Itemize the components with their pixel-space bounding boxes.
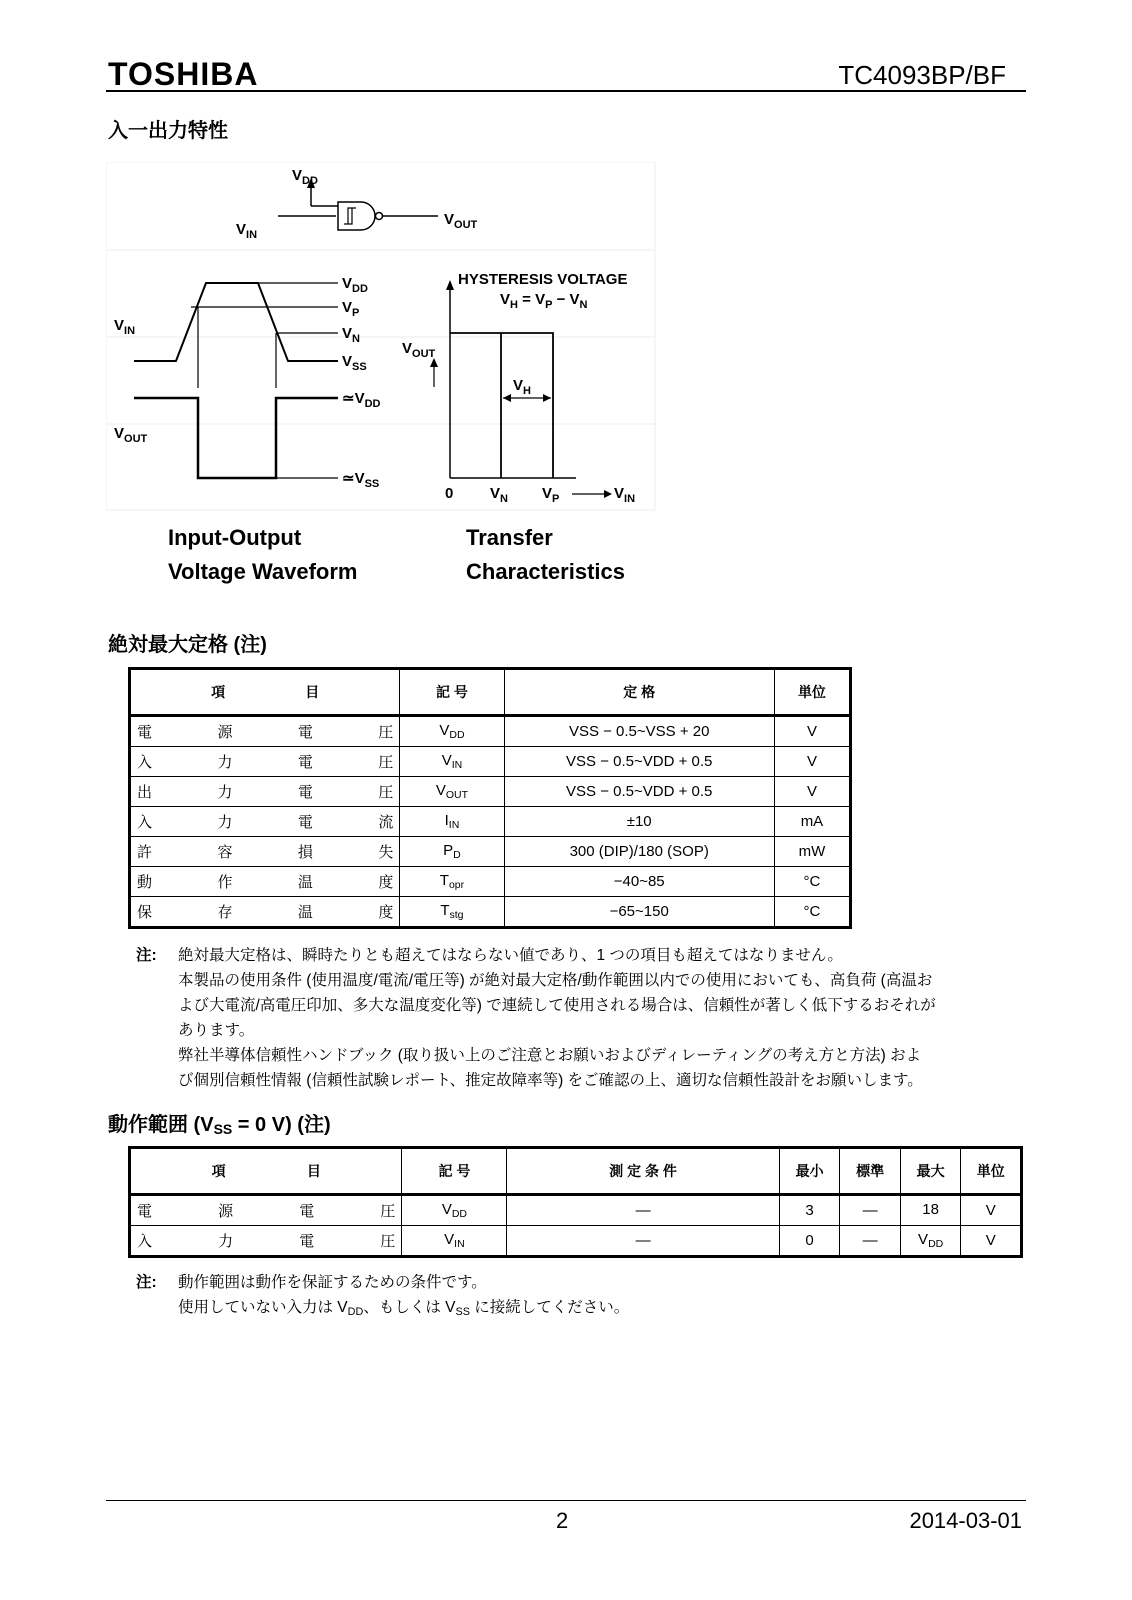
note-label: 注: xyxy=(136,1274,157,1291)
note-line: 弊社半導体信頼性ハンドブック (取り扱い上のご注意とお願いおよびディレーティングの考え方と方法) およ xyxy=(178,1047,922,1064)
symbol-cell: $P_D$ xyxy=(400,837,504,867)
unit-cell: mW xyxy=(774,837,850,867)
condition-cell: — xyxy=(507,1226,779,1257)
vh-label: $V_H$ xyxy=(513,377,531,397)
symbol-cell: $I_{IN}$ xyxy=(400,807,504,837)
abs-max-note xyxy=(136,943,1036,1093)
caption-right-1: Transfer xyxy=(466,525,553,550)
col-symbol: 記 号 xyxy=(402,1148,507,1195)
hysteresis-title: HYSTERESIS VOLTAGE xyxy=(458,271,628,288)
abs-max-title: 絶対最大定格 (注) xyxy=(108,634,267,656)
col-item: 項 目 xyxy=(130,669,400,716)
transfer-origin: 0 xyxy=(445,485,454,502)
item-cell: 入 力 電 圧 xyxy=(130,747,400,777)
unit-cell: mA xyxy=(774,807,850,837)
typ-cell: — xyxy=(840,1226,901,1257)
transfer-vp: $V_P$ xyxy=(542,485,560,505)
unit-cell: V xyxy=(774,716,850,747)
rating-cell: −65~150 xyxy=(504,897,774,928)
col-unit: 単位 xyxy=(961,1148,1022,1195)
table-row xyxy=(130,777,851,807)
note-line: よび大電流/高電圧印加、多大な温度変化等) で連続して使用される場合は、信頼性が著しく低下するおそれが xyxy=(178,997,936,1014)
symbol-cell: $T_{opr}$ xyxy=(400,867,504,897)
table-row xyxy=(130,867,851,897)
note-line: あります。 xyxy=(178,1022,255,1039)
col-unit: 単位 xyxy=(774,669,850,716)
caption-left-1: Input-Output xyxy=(168,525,302,550)
col-rating: 定 格 xyxy=(504,669,774,716)
min-cell: 0 xyxy=(779,1226,840,1257)
op-range-title: 動作範囲 ($V_{SS} = 0$ V) (注) xyxy=(108,1114,331,1137)
level-vp: $V_P$ xyxy=(342,299,360,319)
col-condition: 測 定 条 件 xyxy=(507,1148,779,1195)
table-row xyxy=(130,837,851,867)
col-symbol: 記 号 xyxy=(400,669,504,716)
note-line: 使用していない入力は $V_{DD}$、もしくは $V_{SS}$ に接続してください。 xyxy=(178,1299,630,1318)
note-line: 本製品の使用条件 (使用温度/電流/電圧等) が絶対最大定格/動作範囲以内での使用においても、高負荷 (高温お xyxy=(178,972,933,989)
page-number: 2 xyxy=(556,1508,569,1533)
caption-right-2: Characteristics xyxy=(466,559,625,584)
op-range-note xyxy=(136,1270,1036,1330)
unit-cell: °C xyxy=(774,897,850,928)
hysteresis-formula: $V_H = V_P - V_N$ xyxy=(500,291,588,311)
transfer-vin: $V_{IN}$ xyxy=(614,485,636,505)
col-typ: 標準 xyxy=(840,1148,901,1195)
diagram-frame xyxy=(106,162,655,510)
symbol-cell: $V_{OUT}$ xyxy=(400,777,504,807)
typ-cell: — xyxy=(840,1195,901,1226)
condition-cell: — xyxy=(507,1195,779,1226)
item-cell: 電 源 電 圧 xyxy=(130,716,400,747)
item-cell: 動 作 温 度 xyxy=(130,867,400,897)
table-row xyxy=(130,716,851,747)
table-row xyxy=(130,807,851,837)
wave-vout-label: $V_{OUT}$ xyxy=(114,425,148,445)
item-cell: 保 存 温 度 xyxy=(130,897,400,928)
rating-cell: VSS − 0.5~VDD + 0.5 xyxy=(504,747,774,777)
unit-cell: °C xyxy=(774,867,850,897)
rating-cell: 300 (DIP)/180 (SOP) xyxy=(504,837,774,867)
op-range-header-row xyxy=(130,1148,1022,1195)
out-level-vdd: $≃V_{DD}$ xyxy=(342,390,381,410)
brand-logo: TOSHIBA xyxy=(108,56,259,92)
level-vdd: $V_{DD}$ xyxy=(342,275,368,295)
symbol-cell: $V_{IN}$ xyxy=(402,1226,507,1257)
level-vss: $V_{SS}$ xyxy=(342,353,367,373)
transfer-vn: $V_N$ xyxy=(490,485,508,505)
item-cell: 出 力 電 圧 xyxy=(130,777,400,807)
min-cell: 3 xyxy=(779,1195,840,1226)
wave-vin-label: $V_{IN}$ xyxy=(114,317,136,337)
out-level-vss: $≃V_{SS}$ xyxy=(342,470,380,490)
level-vn: $V_N$ xyxy=(342,325,360,345)
symbol-cell: $T_{stg}$ xyxy=(400,897,504,928)
note-label: 注: xyxy=(136,947,157,964)
gate-vout-label: $V_{OUT}$ xyxy=(444,211,478,231)
header-rule xyxy=(106,90,1026,92)
symbol-cell: $V_{IN}$ xyxy=(400,747,504,777)
symbol-cell: $V_{DD}$ xyxy=(402,1195,507,1226)
rating-cell: VSS − 0.5~VDD + 0.5 xyxy=(504,777,774,807)
op-range-table xyxy=(128,1146,1023,1258)
item-cell: 電 源 電 圧 xyxy=(130,1195,402,1226)
note-line: 絶対最大定格は、瞬時たりとも超えてはならない値であり、1 つの項目も超えてはなりません。 xyxy=(178,947,843,964)
table-row xyxy=(130,1195,1022,1226)
table-row xyxy=(130,747,851,777)
abs-max-table xyxy=(128,667,852,929)
rating-cell: VSS − 0.5~VSS + 20 xyxy=(504,716,774,747)
gate-vdd-label: $V_{DD}$ xyxy=(292,167,318,187)
item-cell: 入 力 電 圧 xyxy=(130,1226,402,1257)
unit-cell: V xyxy=(961,1195,1022,1226)
unit-cell: V xyxy=(774,777,850,807)
io-section-title: 入一出力特性 xyxy=(108,120,228,142)
item-cell: 許 容 損 失 xyxy=(130,837,400,867)
col-min: 最小 xyxy=(779,1148,840,1195)
col-max: 最大 xyxy=(900,1148,961,1195)
footer-date: 2014-03-01 xyxy=(909,1508,1022,1533)
io-diagram xyxy=(106,162,656,512)
gate-vin-label: $V_{IN}$ xyxy=(236,221,258,241)
note-line: び個別信頼性情報 (信頼性試験レポート、推定故障率等) をご確認の上、適切な信頼性設計をお願いします。 xyxy=(178,1072,923,1089)
part-number: TC4093BP/BF xyxy=(838,60,1006,90)
col-item: 項 目 xyxy=(130,1148,402,1195)
item-cell: 入 力 電 流 xyxy=(130,807,400,837)
abs-max-header-row xyxy=(130,669,851,716)
symbol-cell: $V_{DD}$ xyxy=(400,716,504,747)
max-cell: 18 xyxy=(900,1195,961,1226)
rating-cell: ±10 xyxy=(504,807,774,837)
max-cell: $V_{DD}$ xyxy=(900,1226,961,1257)
caption-left-2: Voltage Waveform xyxy=(168,559,358,584)
unit-cell: V xyxy=(774,747,850,777)
unit-cell: V xyxy=(961,1226,1022,1257)
footer-rule xyxy=(106,1500,1026,1501)
transfer-vout-label: $V_{OUT}$ xyxy=(402,340,436,360)
rating-cell: −40~85 xyxy=(504,867,774,897)
table-row xyxy=(130,1226,1022,1257)
table-row xyxy=(130,897,851,928)
note-line: 動作範囲は動作を保証するための条件です。 xyxy=(178,1274,487,1291)
